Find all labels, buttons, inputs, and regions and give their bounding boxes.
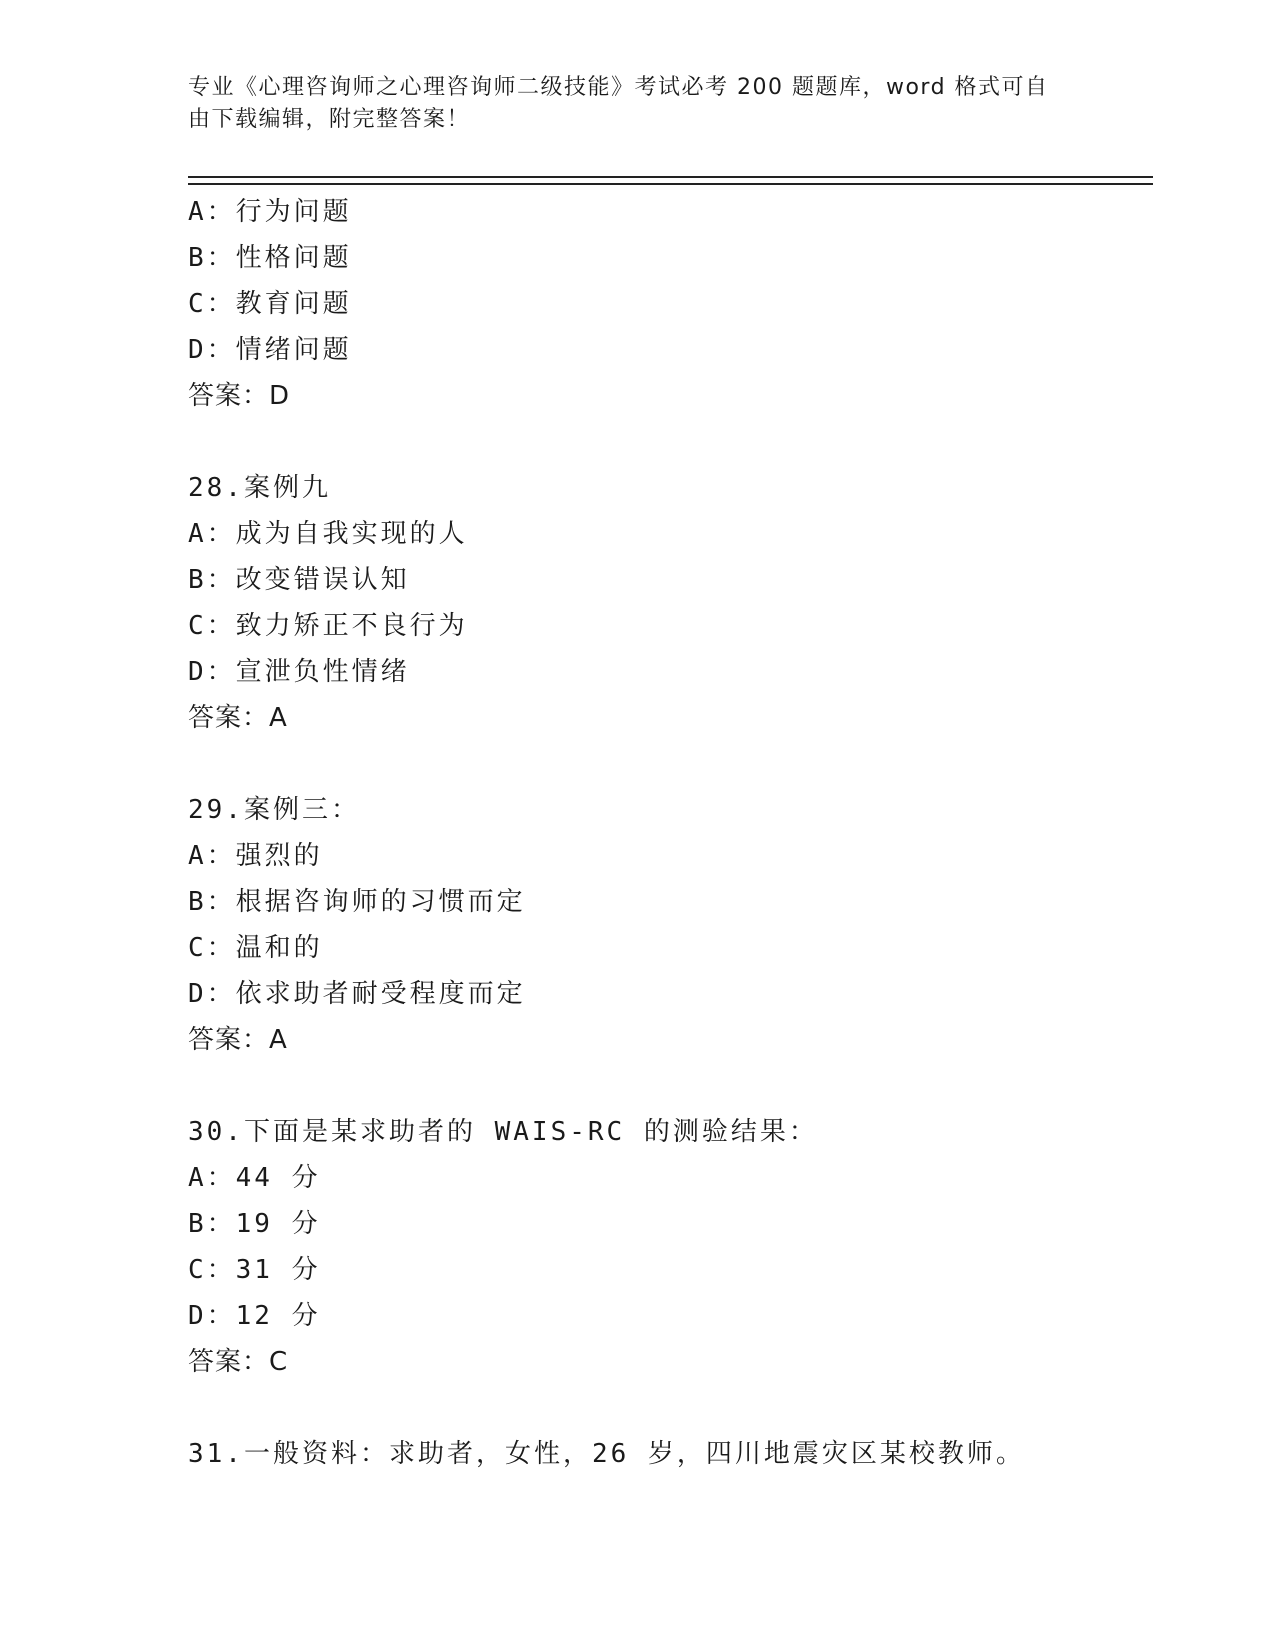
answer: 答案：A [188,703,288,733]
option-d: D：情绪问题 [188,335,352,365]
option-d: D：宣泄负性情绪 [188,657,410,687]
option-c: C：温和的 [188,933,323,963]
option-c: C：致力矫正不良行为 [188,611,468,641]
option-a: A：44 分 [188,1163,321,1193]
option-a: A：成为自我实现的人 [188,519,468,549]
question-30: 30.下面是某求助者的 WAIS-RC 的测验结果： [188,1117,818,1147]
header-rule-bottom [188,183,1153,185]
question-list [188,189,1148,1477]
option-d: D：依求助者耐受程度而定 [188,979,526,1009]
option-a: A：强烈的 [188,841,323,871]
header-rule-top [188,176,1153,178]
spacer [188,1385,1148,1431]
option-b: B：改变错误认知 [188,565,410,595]
spacer [188,741,1148,787]
header-line-1: 专业《心理咨询师之心理咨询师二级技能》考试必考 200 题题库，word 格式可自 [188,75,1049,100]
question-29: 29.案例三： [188,795,360,825]
option-b: B：性格问题 [188,243,352,273]
option-d: D：12 分 [188,1301,321,1331]
question-31: 31.一般资料：求助者，女性，26 岁，四川地震灾区某校教师。 [188,1439,1025,1469]
spacer [188,419,1148,465]
option-c: C：31 分 [188,1255,321,1285]
document-header [188,72,1088,136]
option-b: B：根据咨询师的习惯而定 [188,887,526,917]
question-28: 28.案例九 [188,473,331,503]
option-c: C：教育问题 [188,289,352,319]
option-a: A：行为问题 [188,197,352,227]
answer: 答案：C [188,1347,289,1377]
answer: 答案：D [188,381,291,411]
spacer [188,1063,1148,1109]
option-b: B：19 分 [188,1209,321,1239]
header-line-2: 由下载编辑，附完整答案！ [188,107,471,132]
answer: 答案：A [188,1025,288,1055]
